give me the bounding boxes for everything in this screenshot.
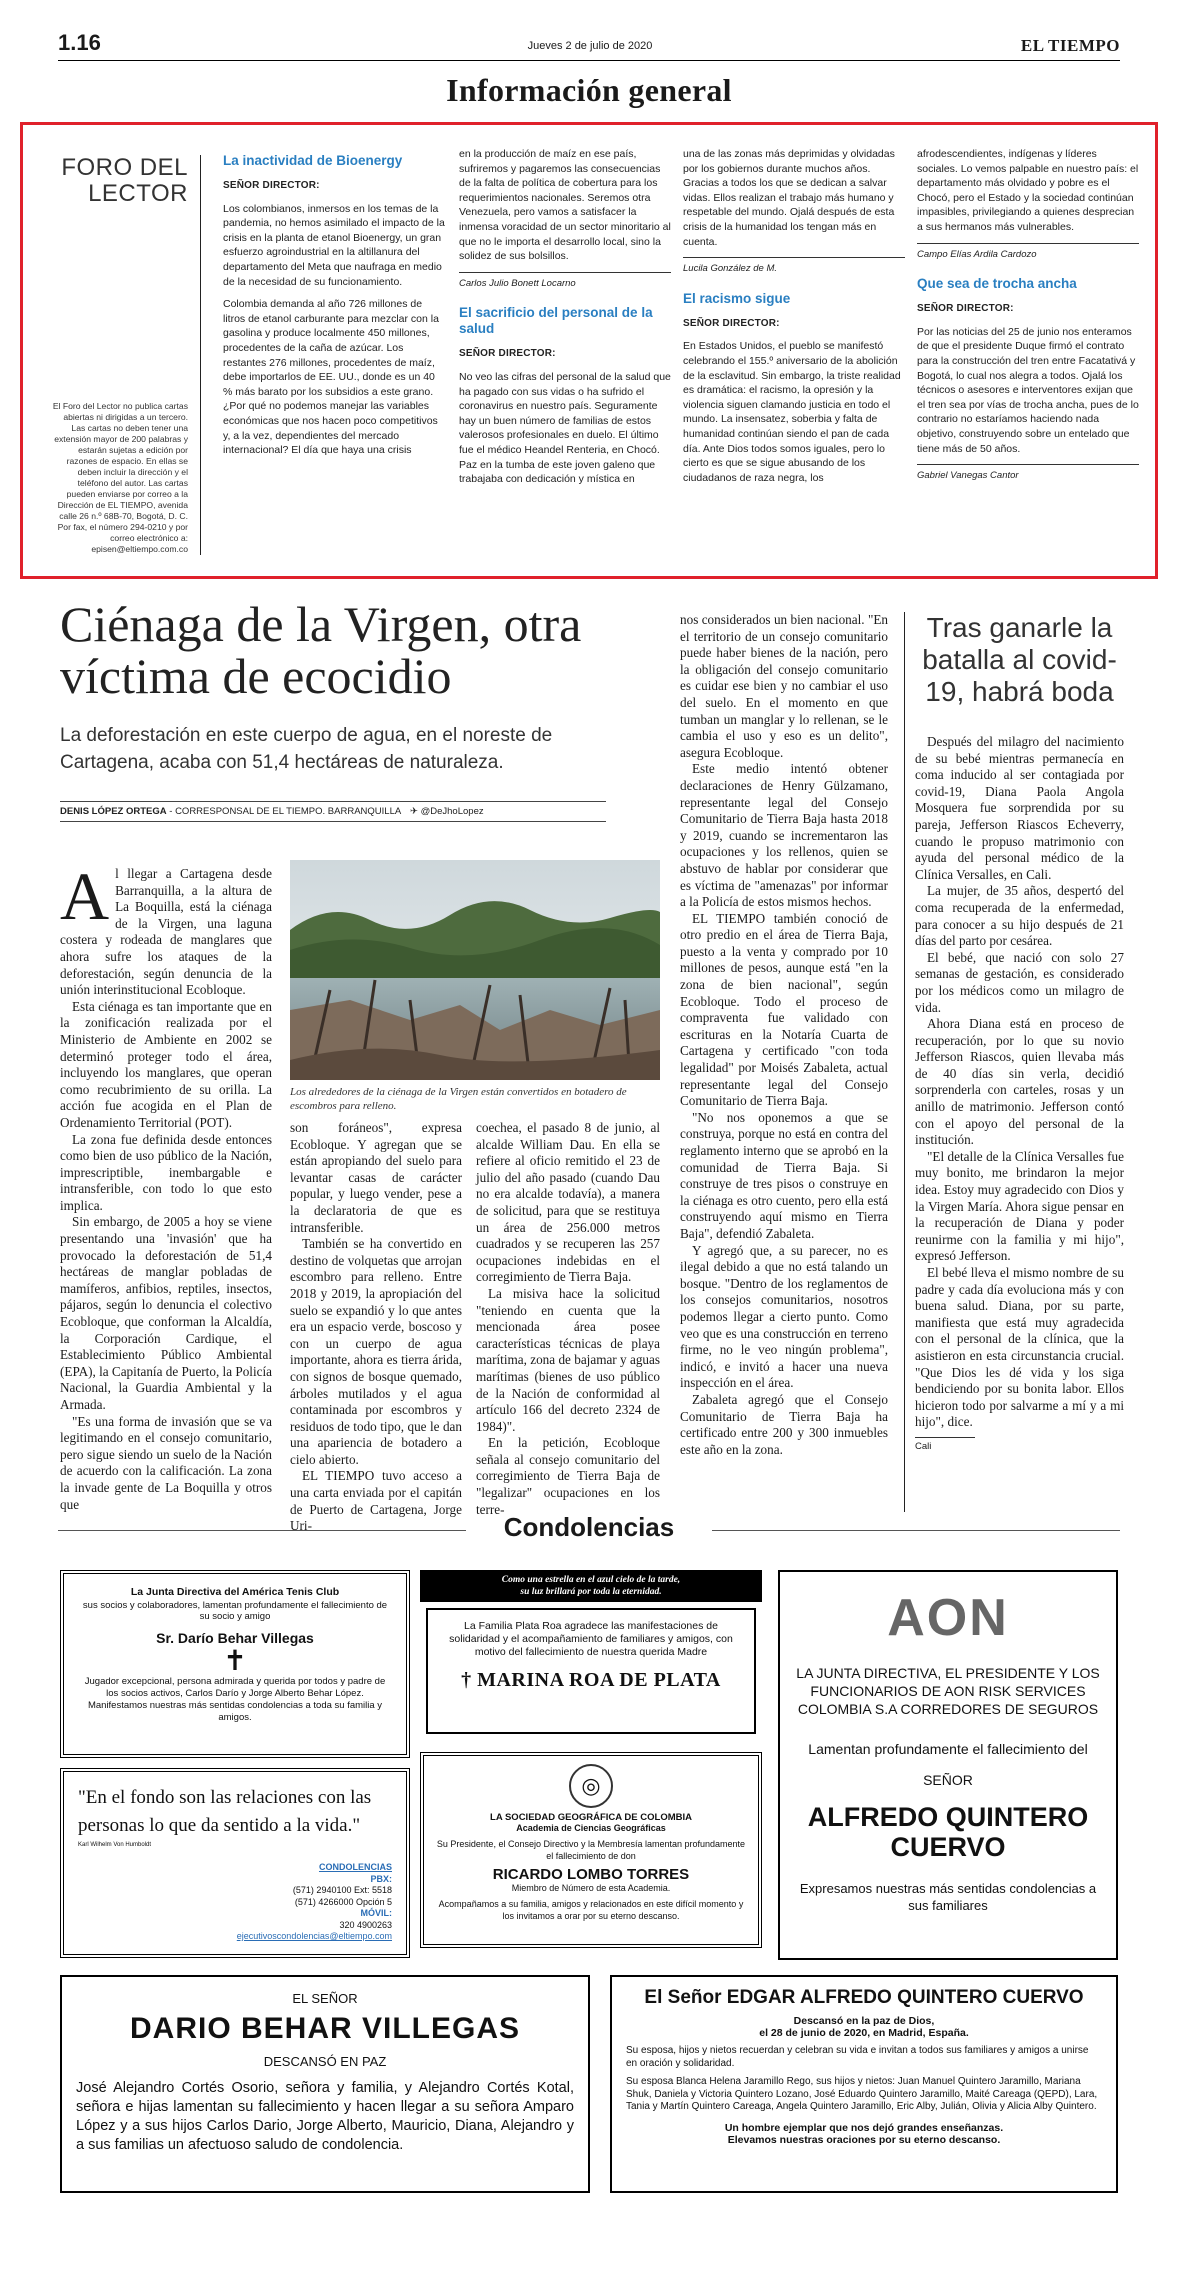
foro-del-lector-box: [20, 122, 1158, 579]
letter-salutation: SEÑOR DIRECTOR:: [223, 180, 320, 191]
article-byline: [60, 801, 606, 822]
condolence-ad-edgar-quintero: [610, 1975, 1118, 2193]
ad-quote: Como una estrella en el azul cielo de la tarde,: [501, 1575, 681, 1585]
ad-title: SEÑOR: [923, 1772, 973, 1788]
ad-title: EL SEÑOR: [292, 1991, 358, 2006]
article-paragraph: nos considerados un bien nacional. "En el territorio de un consejo comunitario puede haber bienes de la nación, pero la obligación del consejo comunitario es cuidar ese bien y no cambiar el uso del suelo. En el momento en que tumban un manglar y lo rellenan, se le cambia el uso y eso es un delito", asegura Ecobloque.: [680, 612, 888, 760]
article-column-1: Al llegar a Cartagena desde Barranquilla, a la altura de La Boquilla, está la ciénaga de la Virgen, una laguna costera y rodeada de manglares que ahora sufre los ataques de la deforestación, según denuncia de la unión interinstitucional Ecobloque. Esta ciénaga es tan importante que en la zonificación realizada por el Ministerio de Ambiente en 2002 se determinó proteger todo el área, incluyendo los manglares, que operan como recubrimiento de su orilla. La acción fue acogida en el Plan de Ordenamiento Territorial (POT). La zona fue definida desde entonces como bien de uso público de la Nación, imprescriptible, inembargable e intransferible, con todo lo que esto implica. Sin embargo, de 2005 a hoy se viene presentando una 'invasión' que ha provocado la deforestación de 51,4 hectáreas de manglar pobladas de mamíferos, anfibios, reptiles, insectos, pájaros, según lo denuncia el colectivo Ecobloque, que conforman la Alcaldía, la Corporación Cardique, el Establecimiento Público Ambiental (EPA), la Capitanía de Puerto, la Policía Nacional, la Guardia Ambiental y la Armada. "Es una forma de invasión que se va legitimando en el consejo comunitario, pero sigue siendo un suelo de la Nación de acuerdo con la calificación. La zona la invade gente de La Boquilla y otros que: [60, 858, 272, 1512]
article-subtitle: La deforestación en este cuerpo de agua, en el noreste de Cartagena, acaba con 51,4 hectáreas de naturaleza.: [60, 725, 553, 773]
condolence-ad-america-tenis: [60, 1570, 410, 1758]
ad-body: José Alejandro Cortés Osorio, señora y familia, y Alejandro Cortés Kotal, señora e hijas lamentan su fallecimiento y hacen llegar a su señora Amparo López y a sus hijos Carlos Dario, Jorge Alberto, Mauricio, Diana, Alejandro y a sus familias un afectuoso saludo de condolencia.: [76, 2080, 574, 2153]
ad-intro: La Familia Plata Roa agradece las manifestaciones de solidaridad y el acompañamiento de familiares y amigos, con motivo del fallecimiento de nuestra querida Madre: [449, 1620, 733, 1658]
ad-quote-author: Karl Wilhelm Von Humboldt: [78, 1842, 152, 1848]
letter-column-2: [447, 147, 671, 495]
condolences-heading: Condolencias: [503, 1512, 675, 1542]
ad-quote: su luz brillará por toda la eternidad.: [520, 1587, 662, 1597]
side-article-headline: Tras ganarle la batalla al covid-19, habrá boda: [922, 612, 1117, 707]
author-twitter: ✈ @DeJhoLopez: [410, 806, 484, 817]
article-column-4: [680, 612, 888, 1458]
article-paragraph: Esta ciénaga es tan importante que en la zonificación realizada por el Ministerio de Ambiente en 2002 se determinó proteger todo el área, incluyendo los manglares, que operan como recubrimiento de su orilla. La acción fue acogida en el Plan de Ordenamiento Territorial (POT).: [60, 998, 272, 1130]
section-title: Información general: [446, 72, 732, 108]
letter-paragraph: en la producción de maíz en ese país, sufriremos y pagaremos las consecuencias de la falta de política de cobertura para los requerimientos nacionales. Seremos otra Venezuela, pero vamos a satisfacer la inmensa voracidad de un sector minoritario al que no le importa el desarrollo local, sino la solidez de sus bolsillos.: [459, 148, 671, 263]
letter-salutation: SEÑOR DIRECTOR:: [917, 303, 1014, 315]
article-paragraph: Este medio intentó obtener declaraciones de Henry Gülzamano, representante legal del Consejo Comunitario de Tierra Baja hasta 2018 y 2019, cuando se incrementaron las ocupaciones y los rellenos, quien se abstuvo de hablar por considerar que es víctima de "amenazas" por informar a la Policía de estos mismos hechos.: [680, 761, 888, 910]
article-paragraph: "Es una forma de invasión que se va legitimando en el consejo comunitario, pero sigue siendo un suelo de la Nación de acuerdo con la calificación. La zona la invade gente de La Boquilla y otros que: [60, 1413, 272, 1512]
foro-guidelines: El Foro del Lector no publica cartas abiertas ni dirigidas a un tercero. Las cartas no deben tener una extensión mayor de 200 palabras y estarán sujetas a edición por razones de espacio. En ellas se deben incluir la dirección y el teléfono del autor. Las cartas pueden enviarse por correo a la Dirección de EL TIEMPO, avenida calle 26 n.º 68B-70, Bogotá, D. C. Por fax, el número 294-0210 y por correo electrónico a: episen@eltiempo.com.co: [52, 401, 188, 554]
letter-column-3: [683, 147, 905, 493]
ad-contact: CONDOLENCIAS PBX: (571) 2940100 Ext: 5518 (571) 4266000 Opción 5 MÓVIL: 320 4900263 ejecutivoscondolencias@eltiempo.com: [236, 1862, 392, 1941]
article-paragraph: En la petición, Ecobloque señala al consejo comunitario del corregimiento de Tierra Baja de "legalizar" ocupaciones en los terre-: [476, 1435, 660, 1517]
brand-logo: EL TIEMPO: [1020, 36, 1120, 55]
ad-body: Jugador excepcional, persona admirada y querida por todos y padre de los socios activos, Carlos Darío y Jorge Alberto Behar López. Manifestamos nuestras más sentidas condolencias a toda su familia y amigos.: [84, 1676, 386, 1723]
article-paragraph: EL TIEMPO también conoció de otro predio en el área de Tierra Baja, puesto a la venta y comprado por 10 millones de pesos, aunque está "en la zona de bien nacional", según Ecobloque. Todo el proceso de compraventa fue validado con escrituras en la Notaría Cuarta de Cartagena y certificado "con toda legalidad" por Moisés Zabaleta, actual representante legal del Consejo Comunitario de Tierra Baja.: [680, 910, 888, 1109]
drop-cap: A: [60, 858, 110, 934]
article-column-2: [290, 1120, 462, 1535]
letter-paragraph: En Estados Unidos, el pueblo se manifestó celebrando el 155.º aniversario de la abolición de la esclavitud. Sin embargo, la triste realidad es dramática: el racismo, la opresión y la violencia siguen clamando justicia en todo el mundo. La insensatez, soberbia y falta de humanidad continúan siendo el pan de cada día. Ante Dios todos somos iguales, pero lo cierto es que se sigue abusando de los ciudadanos de raza negra, los: [683, 340, 901, 484]
side-article-dateline: Cali: [915, 1437, 975, 1452]
article-photo: [290, 860, 660, 1080]
ad-closing: Un hombre ejemplar que nos dejó grandes enseñanzas.: [724, 2121, 1004, 2134]
letter-signature: Gabriel Vanegas Cantor: [917, 464, 1139, 484]
article-paragraph: Zabaleta agregó que el Consejo Comunitario de Tierra Baja ha certificado entre 200 y 300 inmuebles este año en la zona.: [680, 1391, 888, 1457]
ad-role: Miembro de Número de esta Academia.: [511, 1883, 671, 1893]
article-headline: Ciénaga de la Virgen, otra víctima de ecocidio: [60, 596, 582, 704]
article-paragraph: La mujer, de 35 años, despertó del coma recuperada de la enfermedad, para conocer a su hijo después de 21 días del parto por cesárea.: [915, 883, 1124, 949]
article-column-3: [476, 1120, 660, 1518]
ad-deceased-name: DARIO BEHAR VILLEGAS: [129, 2012, 521, 2045]
article-paragraph: Después del milagro del nacimiento de su bebé mientras permanecía en coma inducido al ser contagiada por covid-19, Diana Paola Angola Mosquera fue sorprendida por su pareja, Jefferson Riascos Echeverry, cuando le propuso matrimonio con ayuda del personal médico de la Clínica Versalles, en Cali.: [915, 734, 1124, 882]
letter-paragraph: Por las noticias del 25 de junio nos enteramos de que el presidente Duque firmó el contrato para la construcción del tren entre Facatativá y Bogotá, lo cual nos alegra a todos. Ojalá los técnicos o asesores e interventores exijan que el tren sea por vías de trocha ancha, pues de lo contrario no estaríamos haciendo nada objetivo, construyendo sobre un entelado que tiene más de 50 años.: [917, 325, 1139, 455]
article-paragraph: La zona fue definida desde entonces como bien de uso público de la Nación, imprescriptible, inembargable e intransferible, con todo lo que esto implica.: [60, 1131, 272, 1213]
ad-quote: "En el fondo son las relaciones con las personas lo que da sentido a la vida.": [78, 1787, 372, 1836]
author-name: DENIS LÓPEZ ORTEGA: [60, 806, 167, 817]
ad-org: LA SOCIEDAD GEOGRÁFICA DE COLOMBIA: [490, 1812, 692, 1823]
letter-headline: La inactividad de Bioenergy: [223, 153, 403, 168]
letter-paragraph: afrodescendientes, indígenas y líderes sociales. Lo vemos palpable en nuestro país: el departamento más olvidado y pobre es el Chocó, pero el Estado y la sociedad continúan impasibles, privilegiando a quienes desprecian a sus hermanos más vulnerables.: [917, 148, 1139, 233]
letter-salutation: SEÑOR DIRECTOR:: [459, 348, 556, 360]
cross-icon: ✝: [223, 1645, 247, 1676]
letter-headline: El sacrificio del personal de la salud: [459, 305, 653, 337]
ad-intro: sus socios y colaboradores, lamentan profundamente el fallecimiento de su socio y amigo: [82, 1600, 388, 1622]
letter-paragraph: una de las zonas más deprimidas y olvidadas por los gobiernos durante muchos años. Gracias a todos los que se dedican a salvar vidas. Ellos realizan el trabajo más humano y respetable del mundo. Ojalá después de esta crisis de la humanidad los tengan más en cuenta.: [683, 148, 895, 248]
ad-intro: Su Presidente, el Consejo Directivo y la Membresía lamentan profundamente el fallecimiento de don: [436, 1839, 746, 1861]
ad-body: Su esposa, hijos y nietos recuerdan y celebran su vida e invitan a todos sus familiares y amigos a unirse en oración y solidaridad.: [626, 2045, 1089, 2069]
article-paragraph: EL TIEMPO tuvo acceso a una carta enviada por el capitán de Puerto de Cartagena, Jorge Uri-: [290, 1468, 462, 1534]
letter-column-1: [223, 153, 447, 466]
article-paragraph: La misiva hace la solicitud "teniendo en cuenta que la mencionada área posee características técnicas de playa marítima, zona de bajamar y aguas marítimas (bienes de uso público de la Nación de conformidad al artículo 166 del decreto 2324 de 1984)".: [476, 1285, 660, 1434]
ad-closing: Elevamos nuestras oraciones por su eterno descanso.: [727, 2133, 1001, 2146]
ad-closing: Expresamos nuestras más sentidas condolencias a sus familiares: [799, 1881, 1097, 1913]
letter-salutation: SEÑOR DIRECTOR:: [683, 317, 780, 329]
ad-deceased-name: Sr. Darío Behar Villegas: [156, 1630, 314, 1646]
ad-lament: Lamentan profundamente el fallecimiento del: [808, 1741, 1088, 1757]
foro-title: FORO DEL LECTOR: [61, 154, 188, 207]
article-paragraph: son foráneos", expresa Ecobloque. Y agregan que se están apropiando del suelo para levantar casas de carácter popular, y luego vender, pese a la declaratoria de que es intransferible.: [290, 1120, 462, 1235]
article-paragraph: También se ha convertido en destino de volquetas que arrojan escombro para relleno. Entre 2018 y 2019, la apropiación del suelo se expandió y lo que antes era un espacio verde, boscoso y con un cuerpo de agua importante, ahora es tierra árida, con signos de bosque quemado, árboles mutilados y el agua contaminada por escombros y residuos de todo tipo, que le dan una apariencia de botadero a cielo abierto.: [290, 1236, 462, 1467]
condolence-ad-dario-behar: [60, 1975, 590, 2193]
ad-deceased-name: RICARDO LOMBO TORRES: [492, 1866, 690, 1883]
letter-headline: El racismo sigue: [683, 290, 791, 306]
page-number: 1.16: [58, 30, 101, 55]
letter-headline: Que sea de trocha ancha: [917, 276, 1077, 292]
letter-signature: Campo Elías Ardila Cardozo: [917, 243, 1139, 263]
ad-deceased-name: El Señor EDGAR ALFREDO QUINTERO CUERVO: [644, 1987, 1084, 2008]
side-article: [904, 612, 1124, 1512]
article-paragraph: El bebé, que nació con solo 27 semanas de gestación, es considerado por los médicos como un milagro de vida.: [915, 949, 1124, 1015]
ad-email-link[interactable]: ejecutivoscondolencias@eltiempo.com: [236, 1931, 392, 1941]
globe-seal-icon: ◎: [569, 1764, 613, 1808]
ad-rip: Descansó en la paz de Dios,: [793, 2015, 935, 2027]
article-paragraph: Y agregó que, a su parecer, no es ilegal debido a que no está talando un bosque. "Dentro de los reglamentos de los consejos comunitarios, nosotros podemos llegar a cierto punto. Como veo que es una construcción en terreno firme, no le veo ningún problema", indicó, e invitó a hacer una nueva inspección en el área.: [680, 1242, 888, 1391]
letter-paragraph: Colombia demanda al año 726 millones de litros de etanol carburante para mezclar con la gasolina y produce localmente 450 millones, procedentes de la caña de azúcar. Los restantes 276 millones, procedentes de maíz, debe importarlos de EE. UU., donde es un 40 % más barato por los subsidios a este grano. ¿Por qué no podemos manejar las variables económicas que nos hacen poco competitivos y, a la vez, dependientes del mercado internacional? El día que haya una crisis: [223, 298, 439, 457]
condolence-ad-marina-roa: [420, 1570, 762, 1744]
letter-column-4: [917, 147, 1139, 498]
side-article-body: [915, 734, 1124, 1431]
divider: [712, 1530, 1120, 1531]
ad-intro: LA JUNTA DIRECTIVA, EL PRESIDENTE Y LOS FUNCIONARIOS DE AON RISK SERVICES COLOMBIA S.A CORREDORES DE SEGUROS: [796, 1665, 1100, 1717]
ad-org-sub: Academia de Ciencias Geográficas: [516, 1823, 666, 1833]
letter-paragraph: No veo las cifras del personal de la salud que ha pagado con sus vidas o ha sufrido el coronavirus en nuestro país. Seguramente hay un buen número de familias de estos valerosos profesionales en duelo. El último fue el médico Heandel Renteria, en Chocó. Paz en la tumba de este joven galeno que trabajaba con dedicación y mística en: [459, 370, 671, 486]
article-paragraph: coechea, el pasado 8 de junio, al alcalde William Dau. En ella se refiere al oficio remitido el 23 de julio del año pasado (cuando Dau no era alcalde todavía), a manera de solicitud, para que se restituya un área de 256.000 metros cuadrados y se recuperen las 257 ocupaciones indebidas en el corregimiento de Tierra Baja.: [476, 1120, 660, 1285]
ad-deceased-name: ALFREDO QUINTERO CUERVO: [807, 1802, 1089, 1862]
twitter-icon: ✈: [410, 806, 421, 817]
condolence-ad-sociedad-geografica: [420, 1752, 762, 1948]
photo-caption: Los alrededores de la ciénaga de la Virgen están convertidos en botadero de escombros para relleno.: [290, 1086, 627, 1112]
article-paragraph: "El detalle de la Clínica Versalles fue muy bonito, me brindaron la mejor idea. Estoy muy agradecido con Dios y la Virgen María. Ahora sigue pensar en la recuperación de Diana y poder reunirme con la familia y mi hijo", expresó Jefferson.: [915, 1148, 1124, 1264]
condolence-ad-eltiempo-contact: [60, 1768, 410, 1958]
ad-rip: DESCANSÓ EN PAZ: [263, 2054, 387, 2069]
ad-deceased-name: † MARINA ROA DE PLATA: [461, 1669, 721, 1691]
article-paragraph: "No nos oponemos a que se construya, porque no está en contra del reglamento interno que se aprobó en la comunidad de Tierra Baja. Si construye de tres pisos o construye en la ciénaga es otro cuento, pero ella está construyendo aquí mismo en Tierra Baja", defendió Zabaleta.: [680, 1109, 888, 1241]
ad-rip: el 28 de junio de 2020, en Madrid, España.: [759, 2027, 969, 2039]
ad-org: La Junta Directiva del América Tenis Club: [130, 1586, 340, 1598]
letter-signature: Carlos Julio Bonett Locarno: [459, 272, 671, 292]
article-paragraph: Ahora Diana está en proceso de recuperación, por lo que su novio Jefferson Riascos, quien llevaba más de 40 días sin verla, decidió sorprenderla con carteles, rosas y un anillo de matrimonio. Jefferson contó con el apoyo del personal de la institución.: [915, 1016, 1124, 1148]
author-role: - CORRESPONSAL DE EL TIEMPO. BARRANQUILLA: [169, 806, 402, 817]
article-paragraph: El bebé lleva el mismo nombre de su padre y cada día evoluciona más y con buena salud. Diana, por su parte, manifiesta que está muy agradecida con el personal de la clínica, que la asistieron en esta circunstancia crucial. "Que Dios les dé vida y los siga bendiciendo por su bonita labor. Ellos hicieron todo por salvarme a mí y a mi hijo", dice.: [915, 1265, 1124, 1430]
aon-logo: AON: [887, 1589, 1009, 1647]
ad-body: Acompañamos a su familia, amigos y relacionados en este difícil momento y los invitamos a orar por su eterno descanso.: [438, 1899, 744, 1921]
header-rule: [58, 60, 1120, 61]
foro-sidebar: [53, 155, 201, 555]
article-paragraph: Sin embargo, de 2005 a hoy se viene presentando una 'invasión' que ha provocado la deforestación de 51,4 hectáreas de manglar pobladas de mamíferos, anfibios, reptiles, insectos, pájaros, según lo denuncia el colectivo Ecobloque, que conforman la Alcaldía, la Corporación Cardique, el Establecimiento Público Ambiental (EPA), la Capitanía de Puerto, la Policía Nacional, la Guardia Ambiental y la Armada.: [60, 1214, 272, 1412]
condolence-ad-aon: [778, 1570, 1118, 1960]
letter-signature: Lucila González de M.: [683, 257, 905, 277]
edition-date: Jueves 2 de julio de 2020: [527, 40, 653, 52]
ad-body: Su esposa Blanca Helena Jaramillo Rego, sus hijos y nietos: Juan Manuel Quintero Jaramillo, Mariana Shuk, Daniela y Victoria Quintero Lozano, José Eduardo Quintero Jaramillo, Maité Careaga (QEPD), Lara, Tania y Martín Quintero Careaga, Angela Quintero Jaramillo, Eric Alby, Julián, Olivia y Alicia Alby Quintero.: [626, 2076, 1098, 2112]
letter-paragraph: Los colombianos, inmersos en los temas de la pandemia, no hemos asimilado el impacto de la crisis en la planta de etanol Bioenergy, un gran esfuerzo agroindustrial en la altillanura del departamento del Meta que naufraga en medio de la necesidad de su funcionamiento.: [223, 202, 445, 288]
